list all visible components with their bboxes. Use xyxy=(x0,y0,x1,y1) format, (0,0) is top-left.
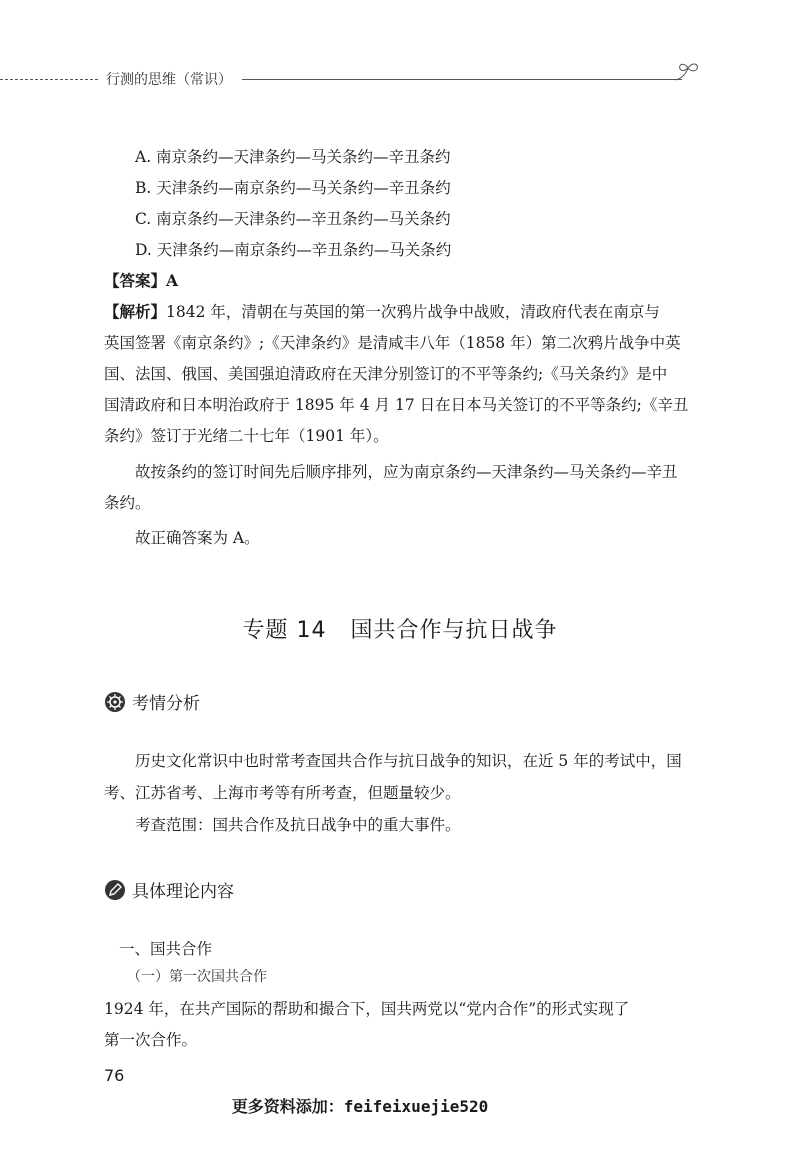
answer-label: 【答案】 xyxy=(104,271,167,290)
theory-para-2: 第一次合作。 xyxy=(104,1031,198,1049)
header-rule-left xyxy=(0,79,98,80)
option-a: A. 南京条约—天津条约—马关条约—辛丑条约 xyxy=(135,148,451,166)
footer-code: feifeixuejie520 xyxy=(343,1097,489,1116)
analysis-line-5: 条约》签订于光绪二十七年（1901 年）。 xyxy=(104,427,389,445)
running-header xyxy=(0,66,800,96)
section-name: 国共合作与抗日战争 xyxy=(350,618,558,643)
section-number: 专题 14 xyxy=(242,618,327,643)
exam-analysis-heading-text: 考情分析 xyxy=(132,694,200,714)
analysis-label: 【解析】 xyxy=(104,302,167,321)
answer-value: A xyxy=(166,271,179,290)
exam-analysis-para-2: 考、江苏省考、上海市考等有所考查，但题量较少。 xyxy=(104,784,461,802)
section-title xyxy=(0,613,800,644)
analysis-line-2: 英国签署《南京条约》;《天津条约》是清咸丰八年（1858 年）第二次鸦片战争中英 xyxy=(104,334,681,352)
theory-h4: （一）第一次国共合作 xyxy=(127,969,267,985)
footer-note xyxy=(0,1094,720,1117)
answer-line xyxy=(104,271,699,291)
pencil-bullet-icon xyxy=(104,879,126,901)
option-c: C. 南京条约—天津条约—辛丑条约—马关条约 xyxy=(135,210,451,228)
gear-bullet-icon xyxy=(104,691,126,713)
analysis-order-line-1: 故按条约的签订时间先后顺序排列，应为南京条约—天津条约—马关条约—辛丑 xyxy=(135,463,678,481)
analysis-order-line-2: 条约。 xyxy=(104,494,151,512)
header-rule-right xyxy=(242,79,682,80)
analysis-conclusion: 故正确答案为 A。 xyxy=(135,529,260,547)
exam-analysis-para-1: 历史文化常识中也时常考查国共合作与抗日战争的知识，在近 5 年的考试中，国 xyxy=(135,752,682,770)
option-b: B. 天津条约—南京条约—马关条约—辛丑条约 xyxy=(135,179,451,197)
theory-heading-text: 具体理论内容 xyxy=(132,882,234,902)
exam-scope: 考查范围：国共合作及抗日战争中的重大事件。 xyxy=(135,816,461,834)
theory-heading xyxy=(104,877,234,902)
exam-analysis-heading xyxy=(104,689,200,714)
theory-para-1: 1924 年，在共产国际的帮助和撮合下，国共两党以“党内合作”的形式实现了 xyxy=(104,1000,630,1018)
analysis-line-4: 国清政府和日本明治政府于 1895 年 4 月 17 日在日本马关签订的不平等条约;《辛丑 xyxy=(104,396,689,414)
footer-label: 更多资料添加： xyxy=(231,1097,344,1116)
leaf-ornament-icon xyxy=(672,60,704,84)
analysis-line-1 xyxy=(104,302,699,322)
option-d: D. 天津条约—南京条约—辛丑条约—马关条约 xyxy=(135,241,452,259)
header-title: 行测的思维（常识） xyxy=(106,72,232,88)
theory-h3: 一、国共合作 xyxy=(119,940,213,958)
analysis-text: 1842 年，清朝在与英国的第一次鸦片战争中战败，清政府代表在南京与 xyxy=(166,303,660,321)
analysis-line-3: 国、法国、俄国、美国强迫清政府在天津分别签订的不平等条约;《马关条约》是中 xyxy=(104,365,668,383)
page-number: 76 xyxy=(104,1066,125,1085)
